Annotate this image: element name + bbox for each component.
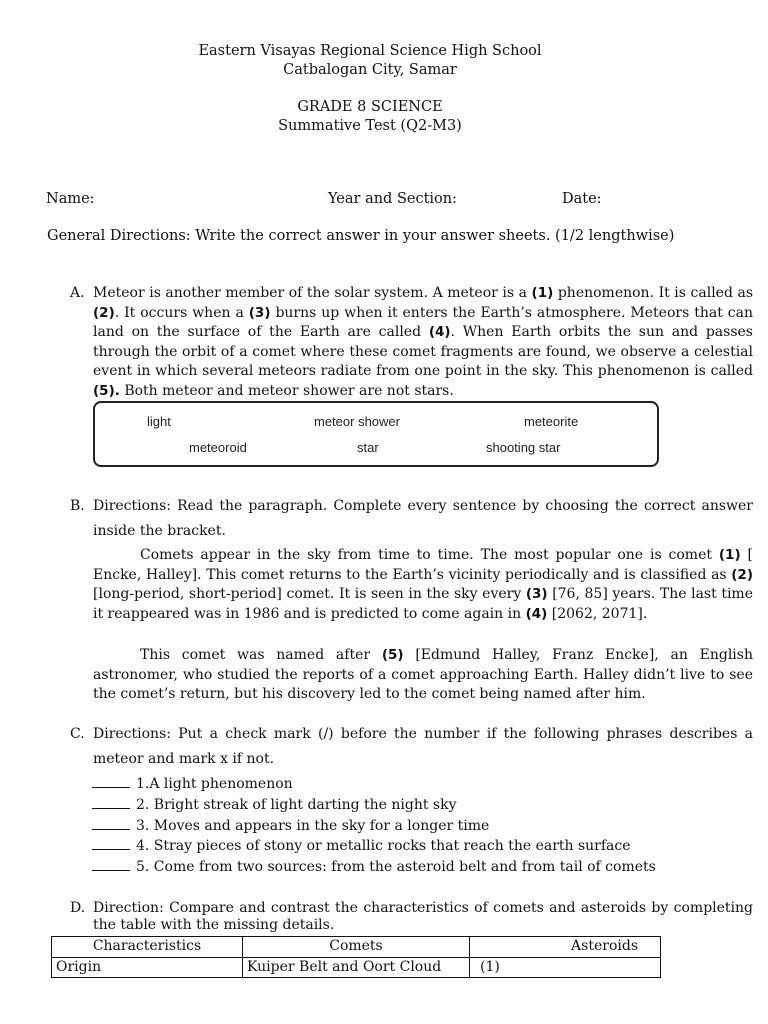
choices-box	[93, 401, 659, 467]
answer-blank[interactable]	[92, 795, 130, 809]
section-b-directions: Directions: Read the paragraph. Complete every sentence by choosing the correct answer inside the bracket.	[93, 498, 753, 539]
test-header	[0, 98, 740, 136]
choice-shooting-star: shooting star	[486, 440, 561, 455]
school-name: Eastern Visayas Regional Science High School	[198, 43, 542, 59]
list-item: 5. Come from two sources: from the asteroid belt and from tail of comets	[92, 857, 656, 878]
section-b-paragraph-1: Comets appear in the sky from time to time. The most popular one is comet (1) [ Encke, Halley]. This comet returns to the Earth’s vicinity periodically and is classified as (2) [long-period, short-period] comet. It is seen in the sky every (3) [76, 85] years. The last time it reappeared was in 1986 and is predicted to come again in (4) [2062, 2071].	[93, 547, 753, 622]
choice-meteor-shower: meteor shower	[314, 414, 400, 429]
section-c-letter: C.	[70, 726, 85, 742]
column-header: Characteristics	[52, 937, 243, 958]
school-location: Catbalogan City, Samar	[283, 62, 457, 78]
table-cell: Kuiper Belt and Oort Cloud	[243, 957, 470, 978]
section-d-directions: Direction: Compare and contrast the characteristics of comets and asteroids by completing the table with the missing details.	[93, 900, 753, 933]
school-header	[0, 42, 740, 80]
section-b-paragraph-2: This comet was named after (5) [Edmund Halley, Franz Encke], an English astronomer, who studied the reports of a comet approaching Earth. Halley didn’t live to see the comet’s return, but his discovery led to the comet being named after him.	[93, 647, 753, 702]
table-row	[52, 957, 661, 978]
section-a	[70, 284, 753, 401]
general-directions: General Directions: Write the correct answer in your answer sheets. (1/2 lengthwise)	[47, 228, 675, 244]
list-item: 3. Moves and appears in the sky for a longer time	[92, 816, 656, 837]
section-a-letter: A.	[70, 285, 85, 301]
answer-blank[interactable]	[92, 816, 130, 830]
section-c	[70, 722, 753, 772]
name-label: Name:	[46, 191, 95, 207]
section-c-items	[92, 774, 656, 878]
section-a-text: Meteor is another member of the solar system. A meteor is a (1) phenomenon. It is called as (2). It occurs when a (3) burns up when it enters the Earth’s atmosphere. Meteors that can land on the surface of the Earth are called (4). When Earth orbits the sun and passes through the orbit of a comet where these comet fragments are found, we observe a celestial event in which several meteors radiate from one point in the sky. This phenomenon is called (5). Both meteor and meteor shower are not stars.	[93, 285, 754, 399]
answer-blank[interactable]	[92, 857, 130, 871]
comparison-table	[51, 936, 661, 978]
grade-title: GRADE 8 SCIENCE	[297, 99, 443, 115]
section-b	[70, 494, 753, 544]
choice-star: star	[357, 440, 379, 455]
column-header: Asteroids	[470, 937, 661, 958]
choice-light: light	[147, 414, 171, 429]
list-item: 1.A light phenomenon	[92, 774, 656, 795]
choice-meteoroid: meteoroid	[189, 440, 247, 455]
section-c-directions: Directions: Put a check mark (/) before the number if the following phrases describes a meteor and mark x if not.	[93, 726, 753, 767]
list-item: 2. Bright streak of light darting the night sky	[92, 795, 656, 816]
table-cell: Origin	[52, 957, 243, 978]
year-section-label: Year and Section:	[328, 191, 458, 207]
column-header: Comets	[243, 937, 470, 958]
table-cell: (1)	[470, 957, 661, 978]
section-d-letter: D.	[70, 900, 86, 916]
answer-blank[interactable]	[92, 836, 130, 850]
test-title: Summative Test (Q2-M3)	[278, 118, 462, 134]
section-b-letter: B.	[70, 498, 85, 514]
choice-meteorite: meteorite	[524, 414, 579, 429]
section-d	[70, 900, 753, 934]
date-label: Date:	[562, 191, 602, 207]
list-item: 4. Stray pieces of stony or metallic rocks that reach the earth surface	[92, 836, 656, 857]
table-header-row	[52, 937, 661, 958]
answer-blank[interactable]	[92, 774, 130, 788]
